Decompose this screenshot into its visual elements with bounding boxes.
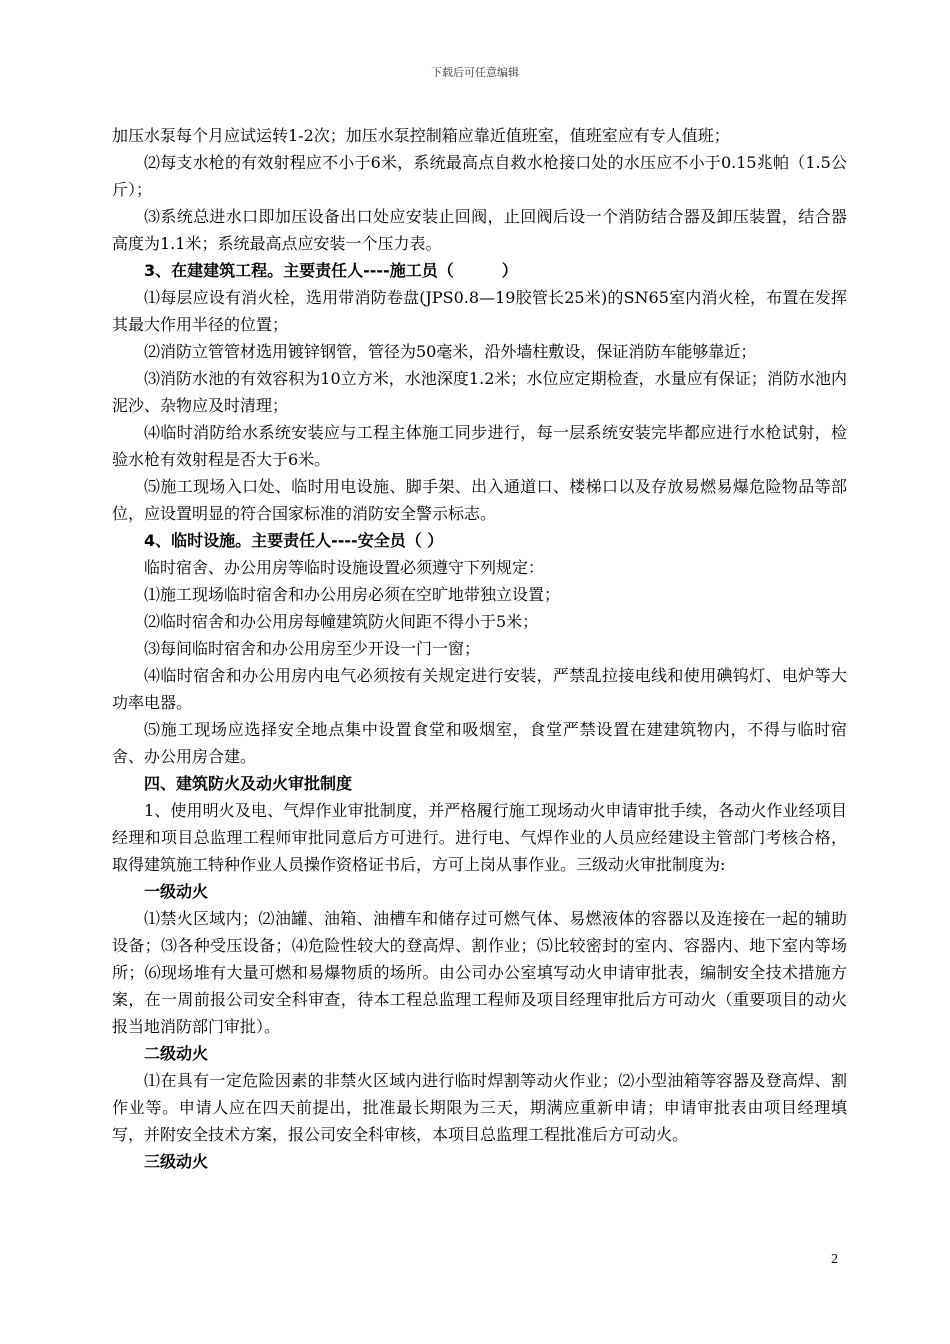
page-number: 2: [831, 1252, 838, 1267]
page-header: 下载后可任意编辑: [431, 66, 519, 79]
paragraph: ⑶每间临时宿舍和办公用房至少开设一门一窗；: [144, 639, 481, 658]
paragraph: ⑴在具有一定危险因素的非禁火区域内进行临时焊割等动火作业；⑵小型油箱等容器及登高焊、割作业等。申请人应在四天前提出，批准最长期限为三天，期满应重新申请；申请审批表由项目经理填写，并附安全技术方案，报公司安全科审核，本项目总监理工程批准后方可动火。: [112, 1071, 847, 1144]
paragraph: ⑴施工现场临时宿舍和办公用房必须在空旷地带独立设置；: [144, 585, 561, 604]
paragraph: ⑵临时宿舍和办公用房每幢建筑防火间距不得小于5米；: [144, 612, 539, 631]
paragraph: ⑷临时消防给水系统安装应与工程主体施工同步进行，每一层系统安装完毕都应进行水枪试射，检验水枪有效射程是否大于6米。: [112, 423, 847, 469]
section-heading: 四、建筑防火及动火审批制度: [144, 774, 353, 793]
paragraph: 临时宿舍、办公用房等临时设施设置必须遵守下列规定：: [144, 558, 545, 577]
paragraph: ⑸施工现场入口处、临时用电设施、脚手架、出入通道口、楼梯口以及存放易燃易爆危险物品等部位，应设置明显的符合国家标准的消防安全警示标志。: [112, 477, 847, 523]
paragraph: ⑶消防水池的有效容积为10立方米，水池深度1.2米；水位应定期检查，水量应有保证；消防水池内泥沙、杂物应及时清理；: [112, 369, 847, 415]
paragraph: ⑸施工现场应选择安全地点集中设置食堂和吸烟室，食堂严禁设置在建建筑物内，不得与临时宿舍、办公用房合建。: [112, 720, 847, 766]
paragraph: ⑵消防立管管材选用镀锌钢管，管径为50毫米，沿外墙柱敷设，保证消防车能够靠近；: [144, 342, 757, 361]
document-body: [112, 122, 847, 1175]
paragraph: ⑷临时宿舍和办公用房内电气必须按有关规定进行安装，严禁乱拉接电线和使用碘钨灯、电炉等大功率电器。: [112, 666, 847, 712]
section-heading: 4、临时设施。主要责任人----安全员（ ）: [144, 531, 444, 550]
section-heading: 三级动火: [144, 1152, 209, 1171]
paragraph: ⑵每支水枪的有效射程应不小于6米，系统最高点自救水枪接口处的水压应不小于0.15兆帕（1.5公斤）；: [112, 153, 847, 199]
section-heading: 一级动火: [144, 882, 209, 901]
section-heading: 二级动火: [144, 1044, 209, 1063]
section-heading: 3、在建建筑工程。主要责任人----施工员（ ）: [144, 261, 518, 280]
paragraph: ⑶系统总进水口即加压设备出口处应安装止回阀，止回阀后设一个消防结合器及卸压装置，结合器高度为1.1米；系统最高点应安装一个压力表。: [112, 207, 847, 253]
paragraph: ⑴每层应设有消火栓，选用带消防卷盘(JPS0.8—19胶管长25米)的SN65室内消火栓，布置在发挥其最大作用半径的位置；: [112, 288, 847, 334]
paragraph: ⑴禁火区域内；⑵油罐、油箱、油槽车和储存过可燃气体、易燃液体的容器以及连接在一起的辅助设备；⑶各种受压设备；⑷危险性较大的登高焊、割作业；⑸比较密封的室内、容器内、地下室内等场所；⑹现场堆有大量可燃和易爆物质的场所。由公司办公室填写动火申请审批表，编制安全技术措施方案，在一周前报公司安全科审查，待本工程总监理工程师及项目经理审批后方可动火（重要项目的动火报当地消防部门审批）。: [112, 909, 847, 1036]
paragraph: 1、使用明火及电、气焊作业审批制度，并严格履行施工现场动火申请审批手续，各动火作业经项目经理和项目总监理工程师审批同意后方可进行。进行电、气焊作业的人员应经建设主管部门考核合格，取得建筑施工特种作业人员操作资格证书后，方可上岗从事作业。三级动火审批制度为:: [112, 801, 847, 874]
paragraph: 加压水泵每个月应试运转1-2次；加压水泵控制箱应靠近值班室，值班室应有专人值班；: [112, 126, 730, 145]
